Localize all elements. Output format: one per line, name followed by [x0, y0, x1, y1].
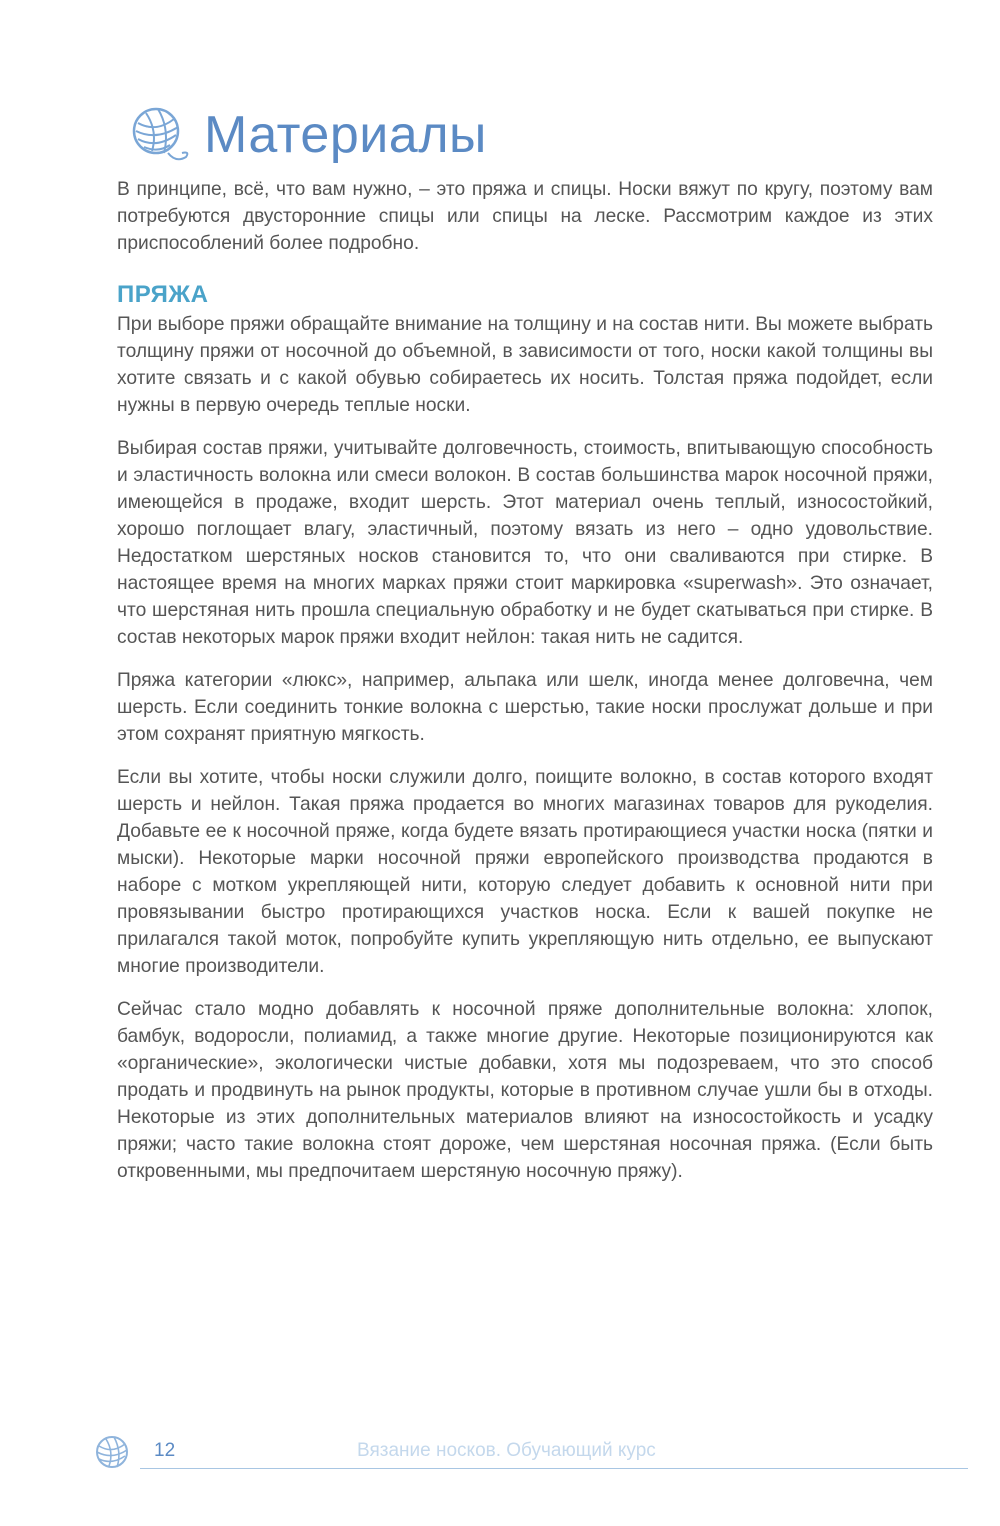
footer-divider [140, 1468, 968, 1469]
page-footer [92, 1432, 968, 1472]
page-header [128, 100, 487, 170]
intro-paragraph: В принципе, всё, что вам нужно, – это пряжа и спицы. Носки вяжут по кругу, поэтому вам потребуются двусторонние спицы или спицы на леске. Рассмотрим каждое из этих приспособлений более подробно. [117, 179, 933, 254]
body-paragraph: При выборе пряжи обращайте внимание на толщину и на состав нити. Вы можете выбрать толщину пряжи от носочной до объемной, в зависимости от того, носки какой толщины вы хотите связать и с какой обувью собираетесь их носить. Толстая пряжа подойдет, если нужны в первую очередь теплые носки. [117, 314, 933, 416]
book-title: Вязание носков. Обучающий курс [357, 1440, 656, 1461]
section-heading: ПРЯЖА [117, 281, 209, 308]
body-paragraph: Выбирая состав пряжи, учитывайте долговечность, стоимость, впитывающую способность и эластичность волокна или смеси волокон. В состав большинства марок носочной пряжи, имеющейся в продаже, входит шерсть. Этот материал очень теплый, износостойкий, хорошо поглощает влагу, эластичный, поэтому вязать из него – одно удовольствие. Недостатком шерстяных носков становится то, что они сваливаются при стирке. В настоящее время на многих марках пряжи стоит маркировка «superwash». Это означает, что шерстяная нить прошла специальную обработку и не будет скатываться при стирке. В состав некоторых марок пряжи входит нейлон: такая нить не садится. [117, 438, 933, 648]
yarn-ball-icon [92, 1434, 132, 1474]
main-content [117, 176, 933, 1201]
page-number: 12 [154, 1440, 176, 1461]
page-title: Материалы [204, 106, 487, 164]
body-paragraph: Если вы хотите, чтобы носки служили долго, поищите волокно, в состав которого входят шерсть и нейлон. Такая пряжа продается во многих магазинах товаров для рукоделия. Добавьте ее к носочной пряже, когда будете вязать протирающиеся участки носка (пятки и мыски). Некоторые марки носочной пряжи европейского производства продаются в наборе с мотком укрепляющей нити, которую следует добавить к основной нити при провязывании быстро протирающихся участков носка. Если к вашей покупке не прилагался такой моток, попробуйте купить укрепляющую нить отдельно, ее выпускают многие производители. [117, 767, 933, 977]
body-paragraph: Сейчас стало модно добавлять к носочной пряже дополнительные волокна: хлопок, бамбук, водоросли, полиамид, а также многие другие. Некоторые позиционируются как «органические», экологически чистые добавки, хотя мы подозреваем, что это способ продать и продвинуть на рынок продукты, которые в противном случае ушли бы в отходы. Некоторые из этих дополнительных материалов влияют на износостойкость и усадку пряжи; часто такие волокна стоят дороже, чем шерстяная носочная пряжа. (Если быть откровенными, мы предпочитаем шерстяную носочную пряжу). [117, 999, 933, 1182]
body-paragraph: Пряжа категории «люкс», например, альпака или шелк, иногда менее долговечна, чем шерсть. Если соединить тонкие волокна с шерстью, такие носки прослужат дольше и при этом сохранят приятную мягкость. [117, 670, 933, 745]
yarn-ball-icon [128, 103, 192, 167]
